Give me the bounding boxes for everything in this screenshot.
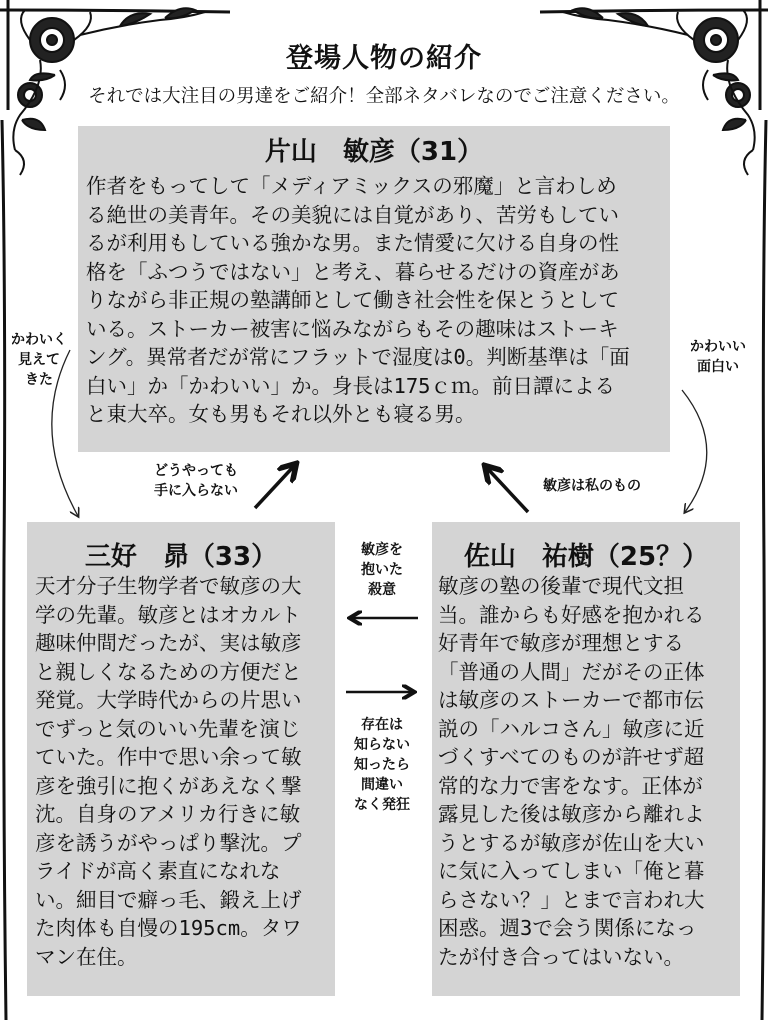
arrow-katayama-to-sayama: [682, 390, 707, 512]
page-subtitle: それでは大注目の男達をご紹介！全部ネタバレなのでご注意ください。: [88, 86, 680, 107]
character-name-katayama: 片山 敏彦（31）: [264, 137, 484, 167]
label-katayama-to-sayama: かわいい 面白い: [690, 339, 746, 375]
character-description-miyoshi: 天才分子生物学者で敏彦の大 学の先輩。敏彦とはオカルト 趣味仲間だったが、実は敏彦 と親しくなるための方便だと 発覚。大学時代からの片思い でずっと気のいい先輩を演じ ていた。作中で思い余って敏 彦を強引に抱くがあえなく撃 沈。自身のアメリカ行きに敏 彦を誘うがやっぱり撃沈。プ ライドが高く素直になれな い。細目で癖っ毛、鍛え上げ た肉体も自慢の195cm。タワ マン在住。: [35, 574, 302, 969]
label-sayama-to-miyoshi: 敏彦を 抱いた 殺意: [361, 542, 403, 598]
label-miyoshi-to-sayama: 存在は 知らない 知ったら 間違い なく発狂: [354, 717, 410, 813]
character-name-sayama: 佐山 祐樹（25？）: [463, 542, 709, 572]
label-sayama-to-katayama: 敏彦は私のもの: [543, 478, 641, 494]
label-miyoshi-to-katayama: どうやっても 手に入らない: [154, 463, 238, 499]
page-title: 登場人物の紹介: [286, 43, 482, 74]
arrow-miyoshi-to-katayama: [255, 466, 294, 508]
label-katayama-to-miyoshi: かわいく 見えて きた: [11, 332, 67, 388]
character-description-katayama: 作者をもってして「メディアミックスの邪魔」と言わしめ る絶世の美青年。その美貌には自覚があり、苦労もしてい るが利用もしている強かな男。また情愛に欠ける自身の性 格を「ふつうではない」と考え、暮らせるだけの資産があ りながら非正規の塾講師として働き社会性を保とうとして いる。ストーカー被害に悩みながらもその趣味はストーキ ング。異常者だが常にフラットで湿度は0。判断基準は「面 白い」か「かわいい」か。身長は175ｃｍ。前日譚による と東大卒。女も男もそれ以外とも寝る男。: [86, 174, 630, 426]
character-description-sayama: 敏彦の塾の後輩で現代文担 当。誰からも好感を抱かれる 好青年で敏彦が理想とする 「普通の人間」だがその正体 は敏彦のストーカーで都市伝 説の「ハルコさん」敏彦に近 づくすべてのものが許せず超 常的な力で害をなす。正体が 露見した後は敏彦から離れよ うとするが敏彦が佐山を大い に気に入ってしまい「俺と暮 らさない？」とまで言われ大 困惑。週3で会う関係になっ たが付き合ってはいない。: [438, 574, 705, 969]
character-name-miyoshi: 三好 昴（33）: [84, 542, 278, 572]
